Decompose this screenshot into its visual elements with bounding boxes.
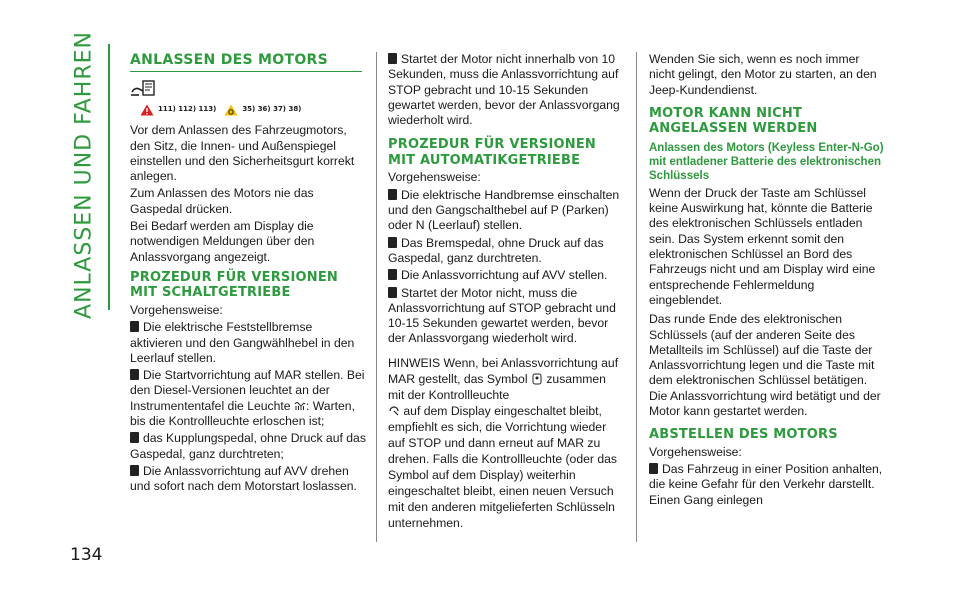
subsection-heading: Anlassen des Motors (Keyless Enter-N-Go) mit entladener Batterie des elektronischen Schlüssels xyxy=(649,141,884,182)
book-glove-icon xyxy=(130,79,156,99)
procedure-step: das Kupplungspedal, ohne Druck auf das Gaspedal, ganz durchtreten; xyxy=(130,431,366,461)
column-2 xyxy=(388,52,624,533)
step-bullet-icon xyxy=(388,287,397,298)
column-divider xyxy=(376,52,377,542)
procedure-step: Die elektrische Handbremse einschalten und den Gangschalthebel auf P (Parken) oder N (Leerlauf) stellen. xyxy=(388,187,620,233)
procedure-intro: Vorgehensweise: xyxy=(649,444,742,459)
column-divider xyxy=(636,52,637,542)
paragraph: Zum Anlassen des Motors nie das Gaspedal drücken. xyxy=(130,186,314,216)
step-bullet-icon xyxy=(130,369,139,380)
procedure-step: Das Bremspedal, ohne Druck auf das Gaspedal, ganz durchtreten. xyxy=(388,235,604,265)
section-heading: ABSTELLEN DES MOTORS xyxy=(649,427,838,443)
column-1 xyxy=(130,52,366,497)
paragraph: Vor dem Anlassen des Fahrzeugmotors, den Sitz, die Innen- und Außenspiegel einstellen und den Sicherheitsgurt korrekt anlegen. xyxy=(130,123,355,184)
procedure-step: Die elektrische Feststellbremse aktivieren und den Gangwählhebel in den Leerlauf stellen. xyxy=(130,320,355,365)
column-3 xyxy=(649,52,885,510)
warning-refs: 111) 112) 113) xyxy=(158,105,217,113)
section-heading: PROZEDUR FÜR VERSIONEN MIT AUTOMATIKGETRIEBE xyxy=(388,137,596,168)
paragraph: Wenn der Druck der Taste am Schlüssel keine Auswirkung hat, könnte die Batterie des elektronischen Schlüssels entladen sein. Das System erkennt somit den elektronischen Schlüssel an Bord des Fahrzeugs nicht und am Display wird eine entsprechende Fehlermeldung eingeblendet. xyxy=(649,185,876,307)
procedure-step: Das Fahrzeug in einer Position anhalten, die keine Gefahr für den Verkehr darstellt. Einen Gang einlegen xyxy=(649,462,883,507)
procedure-step: Startet der Motor nicht innerhalb von 10 Sekunden, muss die Anlassvorrichtung auf STOP gebracht und 10-15 Sekunden gewartet werden, bevor der Anlassvorgang wiederholt wird. xyxy=(388,52,620,128)
paragraph: Das runde Ende des elektronischen Schlüssels (auf der anderen Seite des Metallteils im Schlüssel) auf die Taste der Anlassvorrichtung legen und die Taste mit dem elektronischen Schlüssel betätigen. Die Anlassvorrichtung wird betätigt und der Motor kann gestartet werden. xyxy=(649,312,881,419)
step-bullet-icon xyxy=(130,321,139,332)
chapter-divider-line xyxy=(108,44,110,310)
step-bullet-icon xyxy=(130,465,139,476)
note-paragraph: HINWEIS Wenn, bei Anlassvorrichtung auf MAR gestellt, das Symbol zusammen mit der Kontrollleuchte auf dem Display eingeschaltet bleibt, empfiehlt es sich, die Vorrichtung wieder auf STOP und dann erneut auf MAR zu drehen. Falls die Kontrollleuchte (oder das Symbol auf dem Display) weiterhin eingeschaltet bleibt, einen neuen Versuch mit den anderen mitgelieferten Schlüsseln unternehmen. xyxy=(388,355,619,530)
paragraph: Bei Bedarf werden am Display die notwendigen Meldungen über den Anlassvorgang angezeigt. xyxy=(130,219,315,264)
page-number: 134 xyxy=(70,545,103,565)
key-symbol-icon xyxy=(531,373,543,385)
warning-triangle-icon xyxy=(140,104,154,116)
reference-icon-row xyxy=(130,78,366,100)
step-bullet-icon xyxy=(388,269,397,280)
warning-reference-row xyxy=(140,102,366,117)
paragraph: Wenden Sie sich, wenn es noch immer nicht gelingt, den Motor zu starten, an den Jeep-Kundendienst. xyxy=(649,52,877,97)
procedure-step: Die Anlassvorrichtung auf AVV stellen. xyxy=(388,268,624,283)
section-title: ANLASSEN DES MOTORS xyxy=(130,52,362,72)
step-bullet-icon xyxy=(130,432,139,443)
chapter-side-tab xyxy=(58,31,110,319)
step-bullet-icon xyxy=(388,237,397,248)
procedure-intro: Vorgehensweise: xyxy=(388,170,481,185)
chapter-title: ANLASSEN UND FAHREN xyxy=(71,31,97,319)
step-bullet-icon xyxy=(388,189,397,200)
procedure-step: Startet der Motor nicht, muss die Anlassvorrichtung auf STOP gebracht und 10-15 Sekunden gewartet werden, bevor der Anlassvorgang wiederholt wird. xyxy=(388,285,616,346)
procedure-intro: Vorgehensweise: xyxy=(130,302,223,317)
step-bullet-icon xyxy=(388,53,397,64)
procedure-step: Die Anlassvorrichtung auf AVV drehen und sofort nach dem Motorstart loslassen. xyxy=(130,463,357,494)
caution-triangle-icon xyxy=(224,104,238,116)
immobilizer-warning-icon xyxy=(388,405,400,417)
section-heading: MOTOR KANN NICHT ANGELASSEN WERDEN xyxy=(649,105,818,137)
caution-refs: 35) 36) 37) 38) xyxy=(242,105,302,113)
procedure-step: Die Startvorrichtung auf MAR stellen. Bei den Diesel-Versionen leuchtet an der Instrumententafel die Leuchte : Warten, bis die Kontrollleuchte erloschen ist; xyxy=(130,368,365,429)
glow-plug-icon xyxy=(294,400,306,412)
step-bullet-icon xyxy=(649,463,658,474)
section-heading: PROZEDUR FÜR VERSIONEN MIT SCHALTGETRIEBE xyxy=(130,269,338,301)
